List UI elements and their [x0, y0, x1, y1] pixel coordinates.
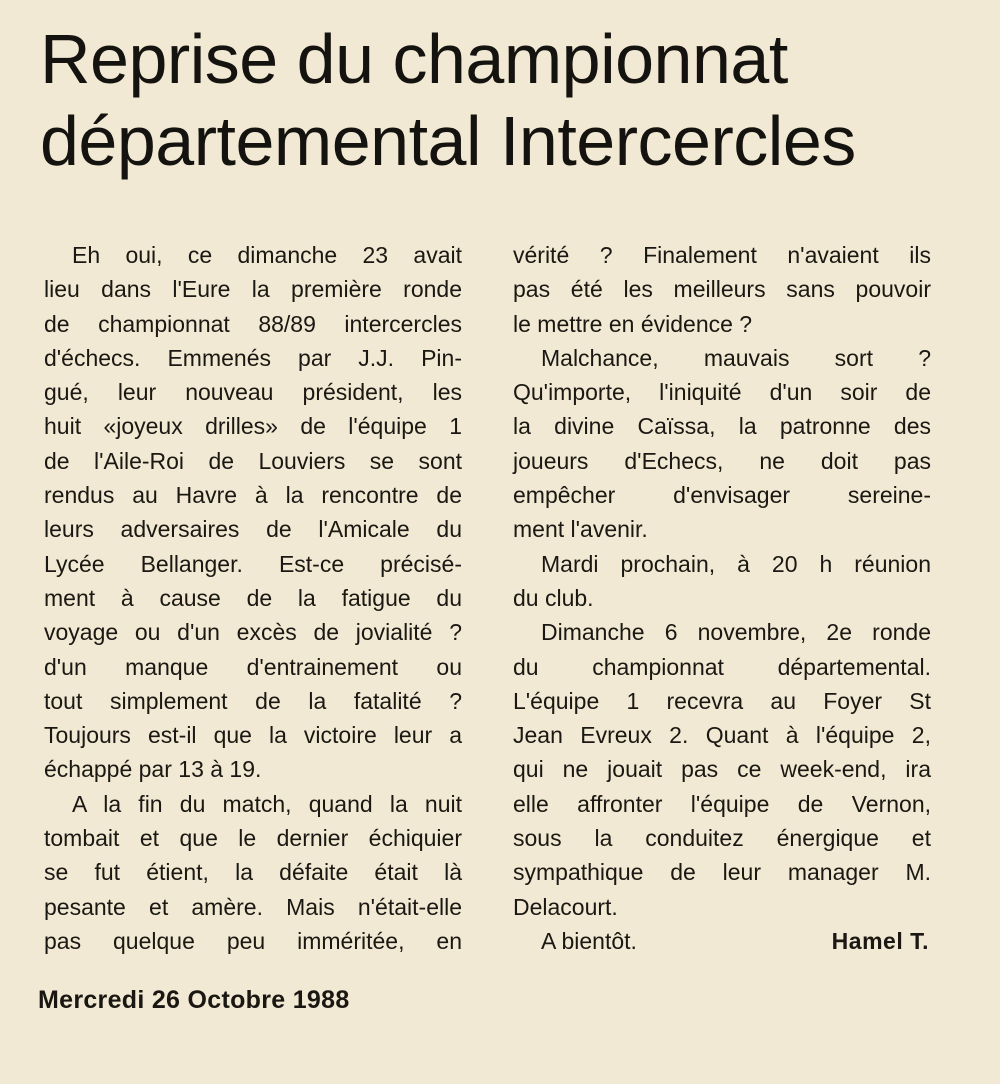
text-line: L'équipe 1 recevra au Foyer St: [513, 687, 931, 714]
text-line: Delacourt.: [513, 893, 618, 920]
text-line: Lycée Bellanger. Est-ce précisé-: [44, 550, 462, 577]
right-paragraph-4: [513, 615, 931, 924]
text-line: huit «joyeux drilles» de l'équipe 1: [44, 413, 462, 440]
text-line: la divine Caïssa, la patronne des: [513, 413, 931, 440]
text-line: gué, leur nouveau président, les: [44, 379, 462, 406]
text-line: d'un manque d'entrainement ou: [44, 653, 462, 680]
text-line: ment l'avenir.: [513, 516, 648, 543]
text-line: Mardi prochain, à 20 h réunion: [541, 550, 931, 577]
publication-date: Mercredi 26 Octobre 1988: [38, 986, 350, 1014]
text-line: qui ne jouait pas ce week-end, ira: [513, 756, 931, 783]
text-line: tout simplement de la fatalité ?: [44, 687, 462, 714]
text-line: ment à cause de la fatigue du: [44, 584, 462, 611]
text-line: échappé par 13 à 19.: [44, 756, 262, 783]
closing-text: A bientôt.: [541, 927, 637, 954]
signoff: [513, 924, 931, 958]
text-line: vérité ? Finalement n'avaient ils: [513, 242, 931, 268]
headline-line-1: Reprise du championnat: [40, 20, 788, 98]
text-line: sous la conduitez énergique et: [513, 825, 931, 852]
text-line: Eh oui, ce dimanche 23 avait: [72, 242, 462, 268]
text-line: sympathique de leur manager M.: [513, 859, 931, 886]
right-paragraph-2: [513, 341, 931, 547]
text-line: elle affronter l'équipe de Vernon,: [513, 790, 931, 817]
text-line: du championnat départemental.: [513, 653, 931, 680]
text-line: Toujours est-il que la victoire leur a: [44, 722, 462, 749]
text-line: du club.: [513, 584, 594, 611]
text-line: joueurs d'Echecs, ne doit pas: [513, 447, 931, 474]
text-line: tombait et que le dernier échiquier: [44, 825, 462, 852]
text-line: Malchance, mauvais sort ?: [541, 344, 931, 371]
headline-line-2: départemental Intercercles: [40, 102, 856, 180]
right-paragraph-3: [513, 547, 931, 616]
right-paragraph-1: [513, 238, 931, 341]
text-line: Dimanche 6 novembre, 2e ronde: [541, 619, 931, 646]
text-line: le mettre en évidence ?: [513, 310, 753, 337]
left-column: [44, 238, 462, 958]
headline: [40, 18, 980, 182]
text-line: de l'Aile-Roi de Louviers se sont: [44, 447, 462, 474]
left-paragraph-1: [44, 238, 462, 787]
text-line: A la fin du match, quand la nuit: [72, 790, 462, 817]
text-line: pas quelque peu imméritée, en: [44, 927, 462, 954]
text-line: voyage ou d'un excès de jovialité ?: [44, 619, 462, 646]
text-line: Qu'importe, l'iniquité d'un soir de: [513, 379, 931, 406]
right-column: [513, 238, 931, 958]
text-line: Jean Evreux 2. Quant à l'équipe 2,: [513, 722, 931, 749]
author-byline: Hamel T.: [831, 927, 929, 954]
text-line: pesante et amère. Mais n'était-elle: [44, 893, 462, 920]
text-line: lieu dans l'Eure la première ronde: [44, 276, 462, 303]
text-line: pas été les meilleurs sans pouvoir: [513, 276, 931, 303]
text-line: rendus au Havre à la rencontre de: [44, 482, 462, 509]
text-line: leurs adversaires de l'Amicale du: [44, 516, 462, 543]
text-line: de championnat 88/89 intercercles: [44, 310, 462, 337]
left-paragraph-2: [44, 787, 462, 958]
text-line: empêcher d'envisager sereine-: [513, 482, 931, 509]
text-line: se fut étient, la défaite était là: [44, 859, 462, 886]
text-line: d'échecs. Emmenés par J.J. Pin-: [44, 344, 462, 371]
